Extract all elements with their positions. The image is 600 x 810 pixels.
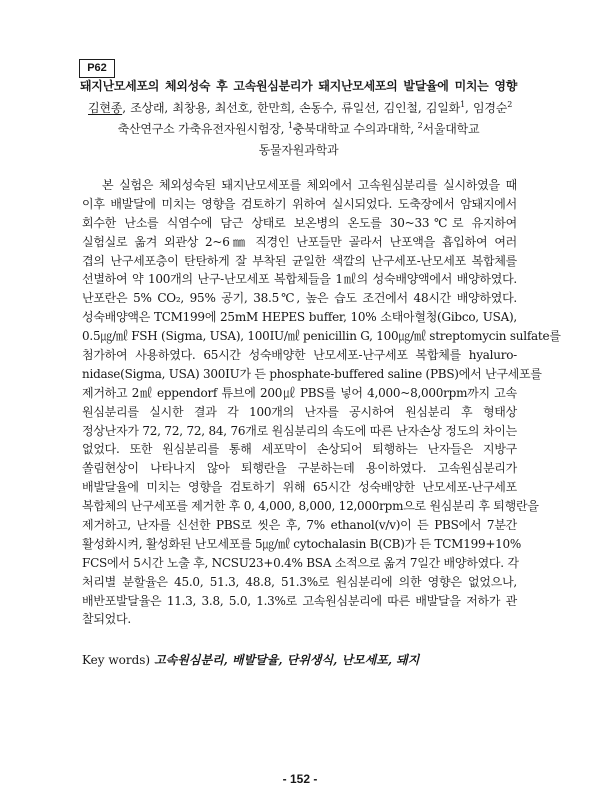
author-separator: , [291,101,300,115]
presenting-author-name: 김현종 [88,101,123,115]
body-line: 제거하고 2㎖ eppendorf 튜브에 200㎕ PBS를 넣어 4,000~8,000rpm까지 고속 [82,385,517,400]
affiliation-mark: 1 [460,100,465,109]
affiliation-line: 동물자원과학과 [258,143,339,157]
author-name: 최선호 [214,101,249,115]
body-line: 찰되었다. [82,612,131,627]
author-separator: , [375,101,384,115]
keywords-terms: 고속원심분리, 배발달율, 단위생식, 난모세포, 돼지 [154,653,420,667]
body-line: 선별하여 약 100개의 난구-난모세포 복합체들을 1㎖의 성숙배양액에서 배양하였다. [82,272,517,287]
author-separator: , [248,101,257,115]
body-line: 활성화시켜, 활성화된 난모세포를 5㎍/㎖ cytochalasin B(CB)가 든 TCM199+10% [82,536,522,551]
keywords [82,652,419,668]
body-line: 0.5㎍/㎖ FSH (Sigma, USA), 100IU/㎖ penicillin G, 100㎍/㎖ streptomycin sulfate를 [82,329,561,344]
body-line: 배반포발달율은 11.3, 3.8, 5.0, 1.3%로 고속원심분리에 따른 배발달을 저하가 관 [82,593,517,608]
author-name: 김인철 [383,101,418,115]
body-line: 제거하고, 난자를 신선한 PBS로 씻은 후, 7% ethanol(v/v)이 든 PBS에서 7분간 [82,518,517,533]
body-line: 회수한 난소를 식염수에 담근 상태로 보온병의 온도를 30~33℃로 유지하여 [82,215,517,230]
body-line: 처리별 분할율은 45.0, 51.3, 48.8, 51.3%로 원심분리에 의한 영향은 없었으나, [82,574,517,589]
affiliation-text: 서울대학교 [422,122,480,136]
abstract-body [82,176,561,629]
body-line: 본 실험은 체외성숙된 돼지난모세포를 체외에서 고속원심분리를 실시하였을 때 [102,178,517,192]
body-line: 성숙배양액은 TCM199에 25mM HEPES buffer, 10% 소태아혈청(Gibco, USA), [82,310,517,325]
author-name: 한만희 [256,101,292,115]
abstract-title: 돼지난모세포의 체외성숙 후 고속원심분리가 돼지난모세포의 발달율에 미치는 영향 [80,79,517,93]
body-line: 정상난자가 72, 72, 72, 84, 76개로 원심분리의 속도에 따른 난자손상 정도의 차이는 [82,423,517,438]
author-separator: , [206,101,215,115]
body-line: 이후 배발달에 미치는 영향을 검토하기 위하여 실시되었다. 도축장에서 암돼지에서 [82,196,517,211]
body-line: 겹의 난구세포층이 탄탄하게 잘 부착된 균일한 색깔의 난구세포-난모세포 복합체를 [82,253,517,268]
affiliation-line [80,121,517,137]
body-line: 없었다. 또한 원심분리를 통해 세포막이 손상되어 퇴행하는 난자들은 지방구 [82,442,517,457]
affiliation-text: 충북대학교 수의과대학, [292,122,418,136]
affiliation-mark: 2 [417,121,423,130]
abstract-number-box: P62 [79,59,115,78]
author-name: 임경순 [473,101,508,115]
affiliation-mark: 2 [507,100,513,109]
body-line: 실험실로 옮겨 외관상 2~6㎜ 직경인 난포들만 골라서 난포액을 흡입하여 여러 [82,234,517,249]
body-line: nidase(Sigma, USA) 300IU가 든 phosphate-buffered saline (PBS)에서 난구세포를 [82,366,542,381]
body-line: FCS에서 5시간 노출 후, NCSU23+0.4% BSA 소적으로 옮겨 7일간 배양하였다. 각 [82,555,519,570]
body-line: 원심분리를 실시한 결과 각 100개의 난자를 공시하여 원심분리 후 형태상 [82,404,517,419]
author-separator: , [333,101,342,115]
page-number: - 152 - [282,772,318,786]
author-separator: , [122,101,131,115]
author-name: 조상래 [130,101,165,115]
body-line: 쏠림현상이 나타나지 않아 퇴행란을 구분하는데 용이하였다. 고속원심분리가 [82,461,517,476]
keywords-label: Key words) [82,653,151,667]
author-name: 손동수 [299,101,334,115]
author-separator: , [164,101,173,115]
body-line: 배발달율에 미치는 영향을 검토하기 위해 65시간 성숙배양한 난모세포-난구세포 [82,480,517,495]
author-separator: , [417,101,426,115]
author-separator: , [464,101,473,115]
author-list [88,100,512,116]
author-name: 류일선 [341,101,376,115]
affiliation-text: 축산연구소 가축유전자원시험장, [117,122,288,136]
author-name: 김일화 [425,101,461,115]
author-name: 최창용 [172,101,207,115]
body-line: 난포란은 5% CO₂, 95% 공기, 38.5℃, 높은 습도 조건에서 48시간 배양하였다. [82,291,517,306]
body-line: 첨가하여 사용하였다. 65시간 성숙배양한 난모세포-난구세포 복합체를 hyaluro- [82,348,517,363]
body-line: 복합체의 난구세포를 제거한 후 0, 4,000, 8,000, 12,000rpm으로 원심분리 후 퇴행란을 [82,499,539,514]
affiliation-mark: 1 [287,121,293,130]
